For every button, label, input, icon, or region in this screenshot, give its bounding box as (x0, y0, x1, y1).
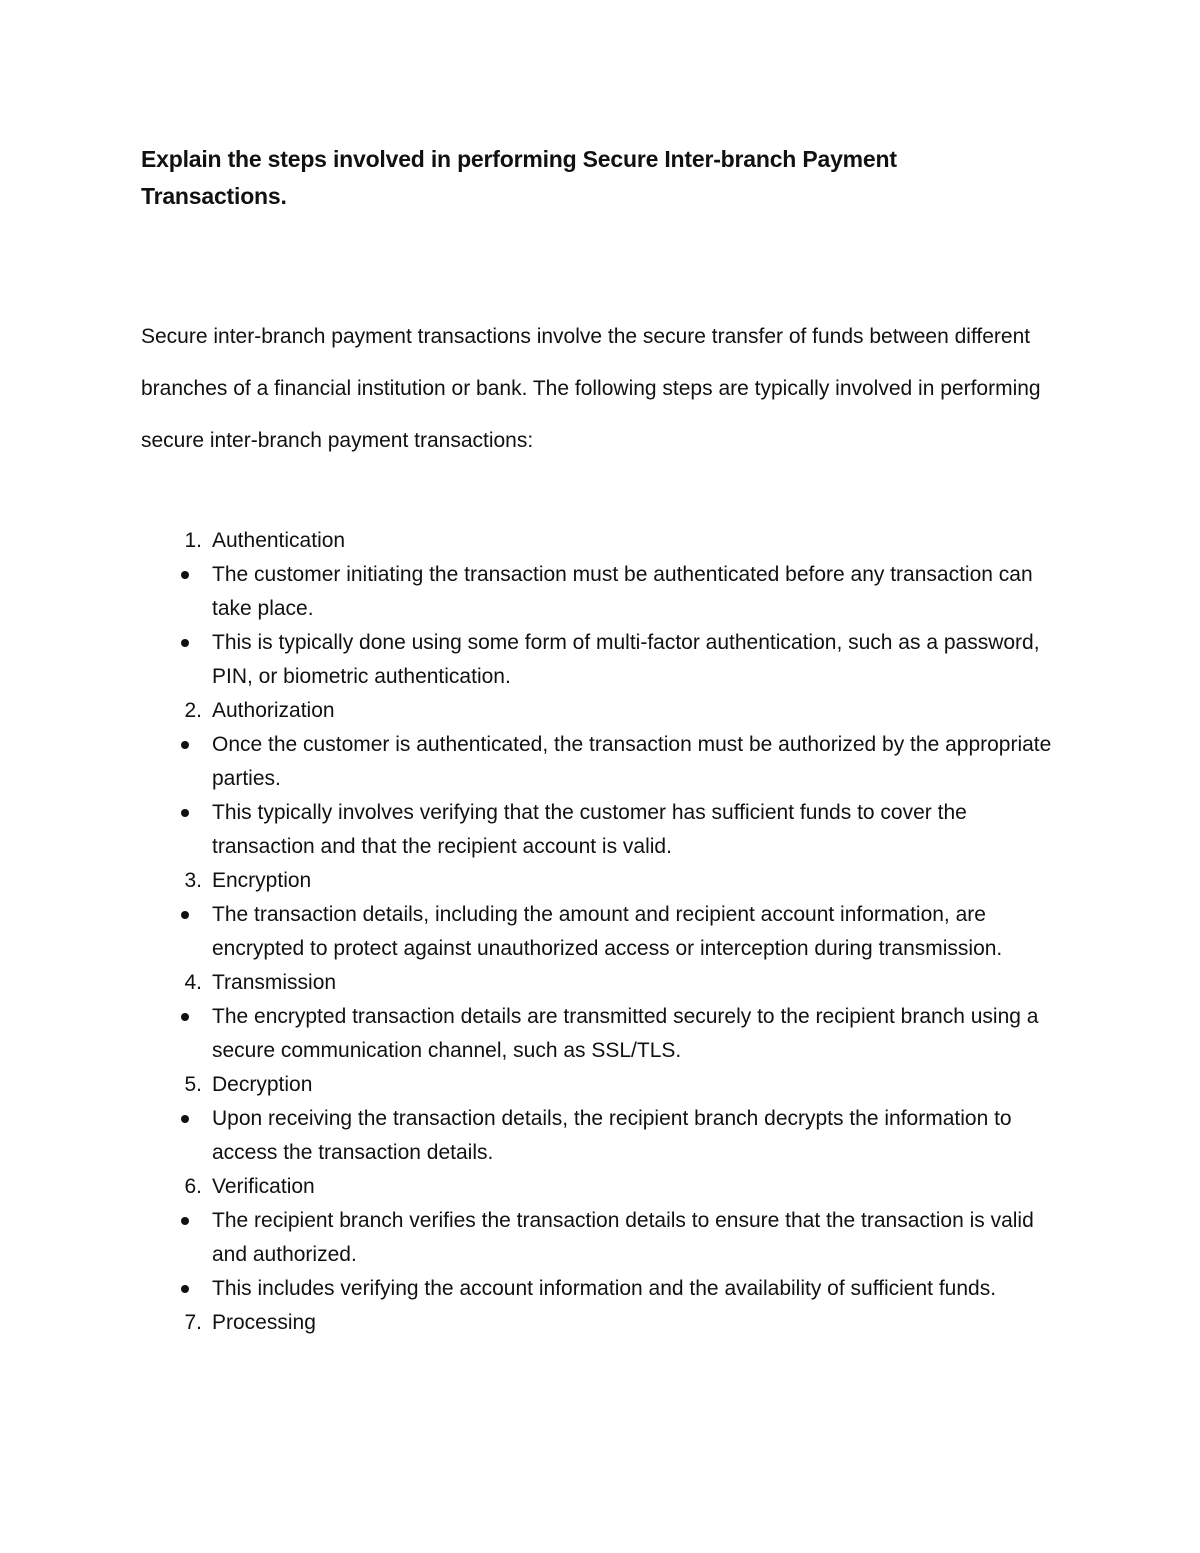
step-label: Decryption (212, 1073, 313, 1096)
bullet-item (0, 1204, 1200, 1272)
step-label: Authentication (212, 529, 346, 552)
bullet-dot-icon (181, 1217, 189, 1225)
bullet-dot-icon (181, 741, 189, 749)
step-item (0, 1306, 1200, 1340)
step-number (0, 864, 202, 898)
bullet-text: This includes verifying the account information and the availability of sufficient funds. (212, 1277, 997, 1300)
step-item (0, 1170, 1200, 1204)
bullet-text: The recipient branch verifies the transaction details to ensure that the transaction is valid and authorized. (212, 1209, 1034, 1266)
bullet-dot-icon (181, 1115, 189, 1123)
intro-paragraph: Secure inter-branch payment transactions involve the secure transfer of funds between different branches of a financial institution or bank. The following steps are typically involved in performing secure inter-branch payment transactions: (141, 325, 1041, 452)
bullet-item (0, 558, 1200, 626)
step-number-text: 6. (184, 1175, 202, 1198)
step-item (0, 524, 1200, 558)
bullet-text: The customer initiating the transaction must be authenticated before any transaction can take place. (212, 563, 1033, 620)
steps-list (0, 524, 1200, 1340)
bullet-text: Once the customer is authenticated, the transaction must be authorized by the appropriate parties. (212, 733, 1052, 790)
step-item (0, 694, 1200, 728)
bullet-dot-icon (181, 571, 189, 579)
step-number-text: 7. (184, 1311, 202, 1334)
bullet-text: The encrypted transaction details are transmitted securely to the recipient branch using a secure communication channel, such as SSL/TLS. (212, 1005, 1039, 1062)
step-label: Processing (212, 1311, 316, 1334)
step-number-text: 4. (184, 971, 202, 994)
step-number (0, 966, 202, 1000)
step-number-text: 3. (184, 869, 202, 892)
document-title: Explain the steps involved in performing Secure Inter-branch Payment Transactions. (141, 146, 897, 209)
step-number (0, 694, 202, 728)
step-number (0, 1068, 202, 1102)
bullet-item (0, 796, 1200, 864)
bullet-text: This typically involves verifying that the customer has sufficient funds to cover the transaction and that the recipient account is valid. (212, 801, 967, 858)
bullet-dot-icon (181, 911, 189, 919)
step-item (0, 966, 1200, 1000)
bullet-item (0, 1272, 1200, 1306)
step-number (0, 1306, 202, 1340)
bullet-item (0, 1102, 1200, 1170)
bullet-text: This is typically done using some form of multi-factor authentication, such as a password, PIN, or biometric authentication. (212, 631, 1040, 688)
bullet-item (0, 728, 1200, 796)
bullet-dot-icon (181, 1285, 189, 1293)
step-item (0, 1068, 1200, 1102)
step-number-text: 5. (184, 1073, 202, 1096)
step-label: Authorization (212, 699, 335, 722)
step-label: Transmission (212, 971, 337, 994)
bullet-item (0, 626, 1200, 694)
bullet-dot-icon (181, 809, 189, 817)
step-number-text: 2. (184, 699, 202, 722)
bullet-dot-icon (181, 1013, 189, 1021)
step-number-text: 1. (184, 529, 202, 552)
bullet-item (0, 1000, 1200, 1068)
bullet-text: Upon receiving the transaction details, the recipient branch decrypts the information to access the transaction details. (212, 1107, 1012, 1164)
step-label: Verification (212, 1175, 315, 1198)
step-number (0, 1170, 202, 1204)
bullet-item (0, 898, 1200, 966)
step-item (0, 864, 1200, 898)
bullet-dot-icon (181, 639, 189, 647)
step-number (0, 524, 202, 558)
bullet-text: The transaction details, including the amount and recipient account information, are encrypted to protect against unauthorized access or interception during transmission. (212, 903, 1003, 960)
step-label: Encryption (212, 869, 312, 892)
